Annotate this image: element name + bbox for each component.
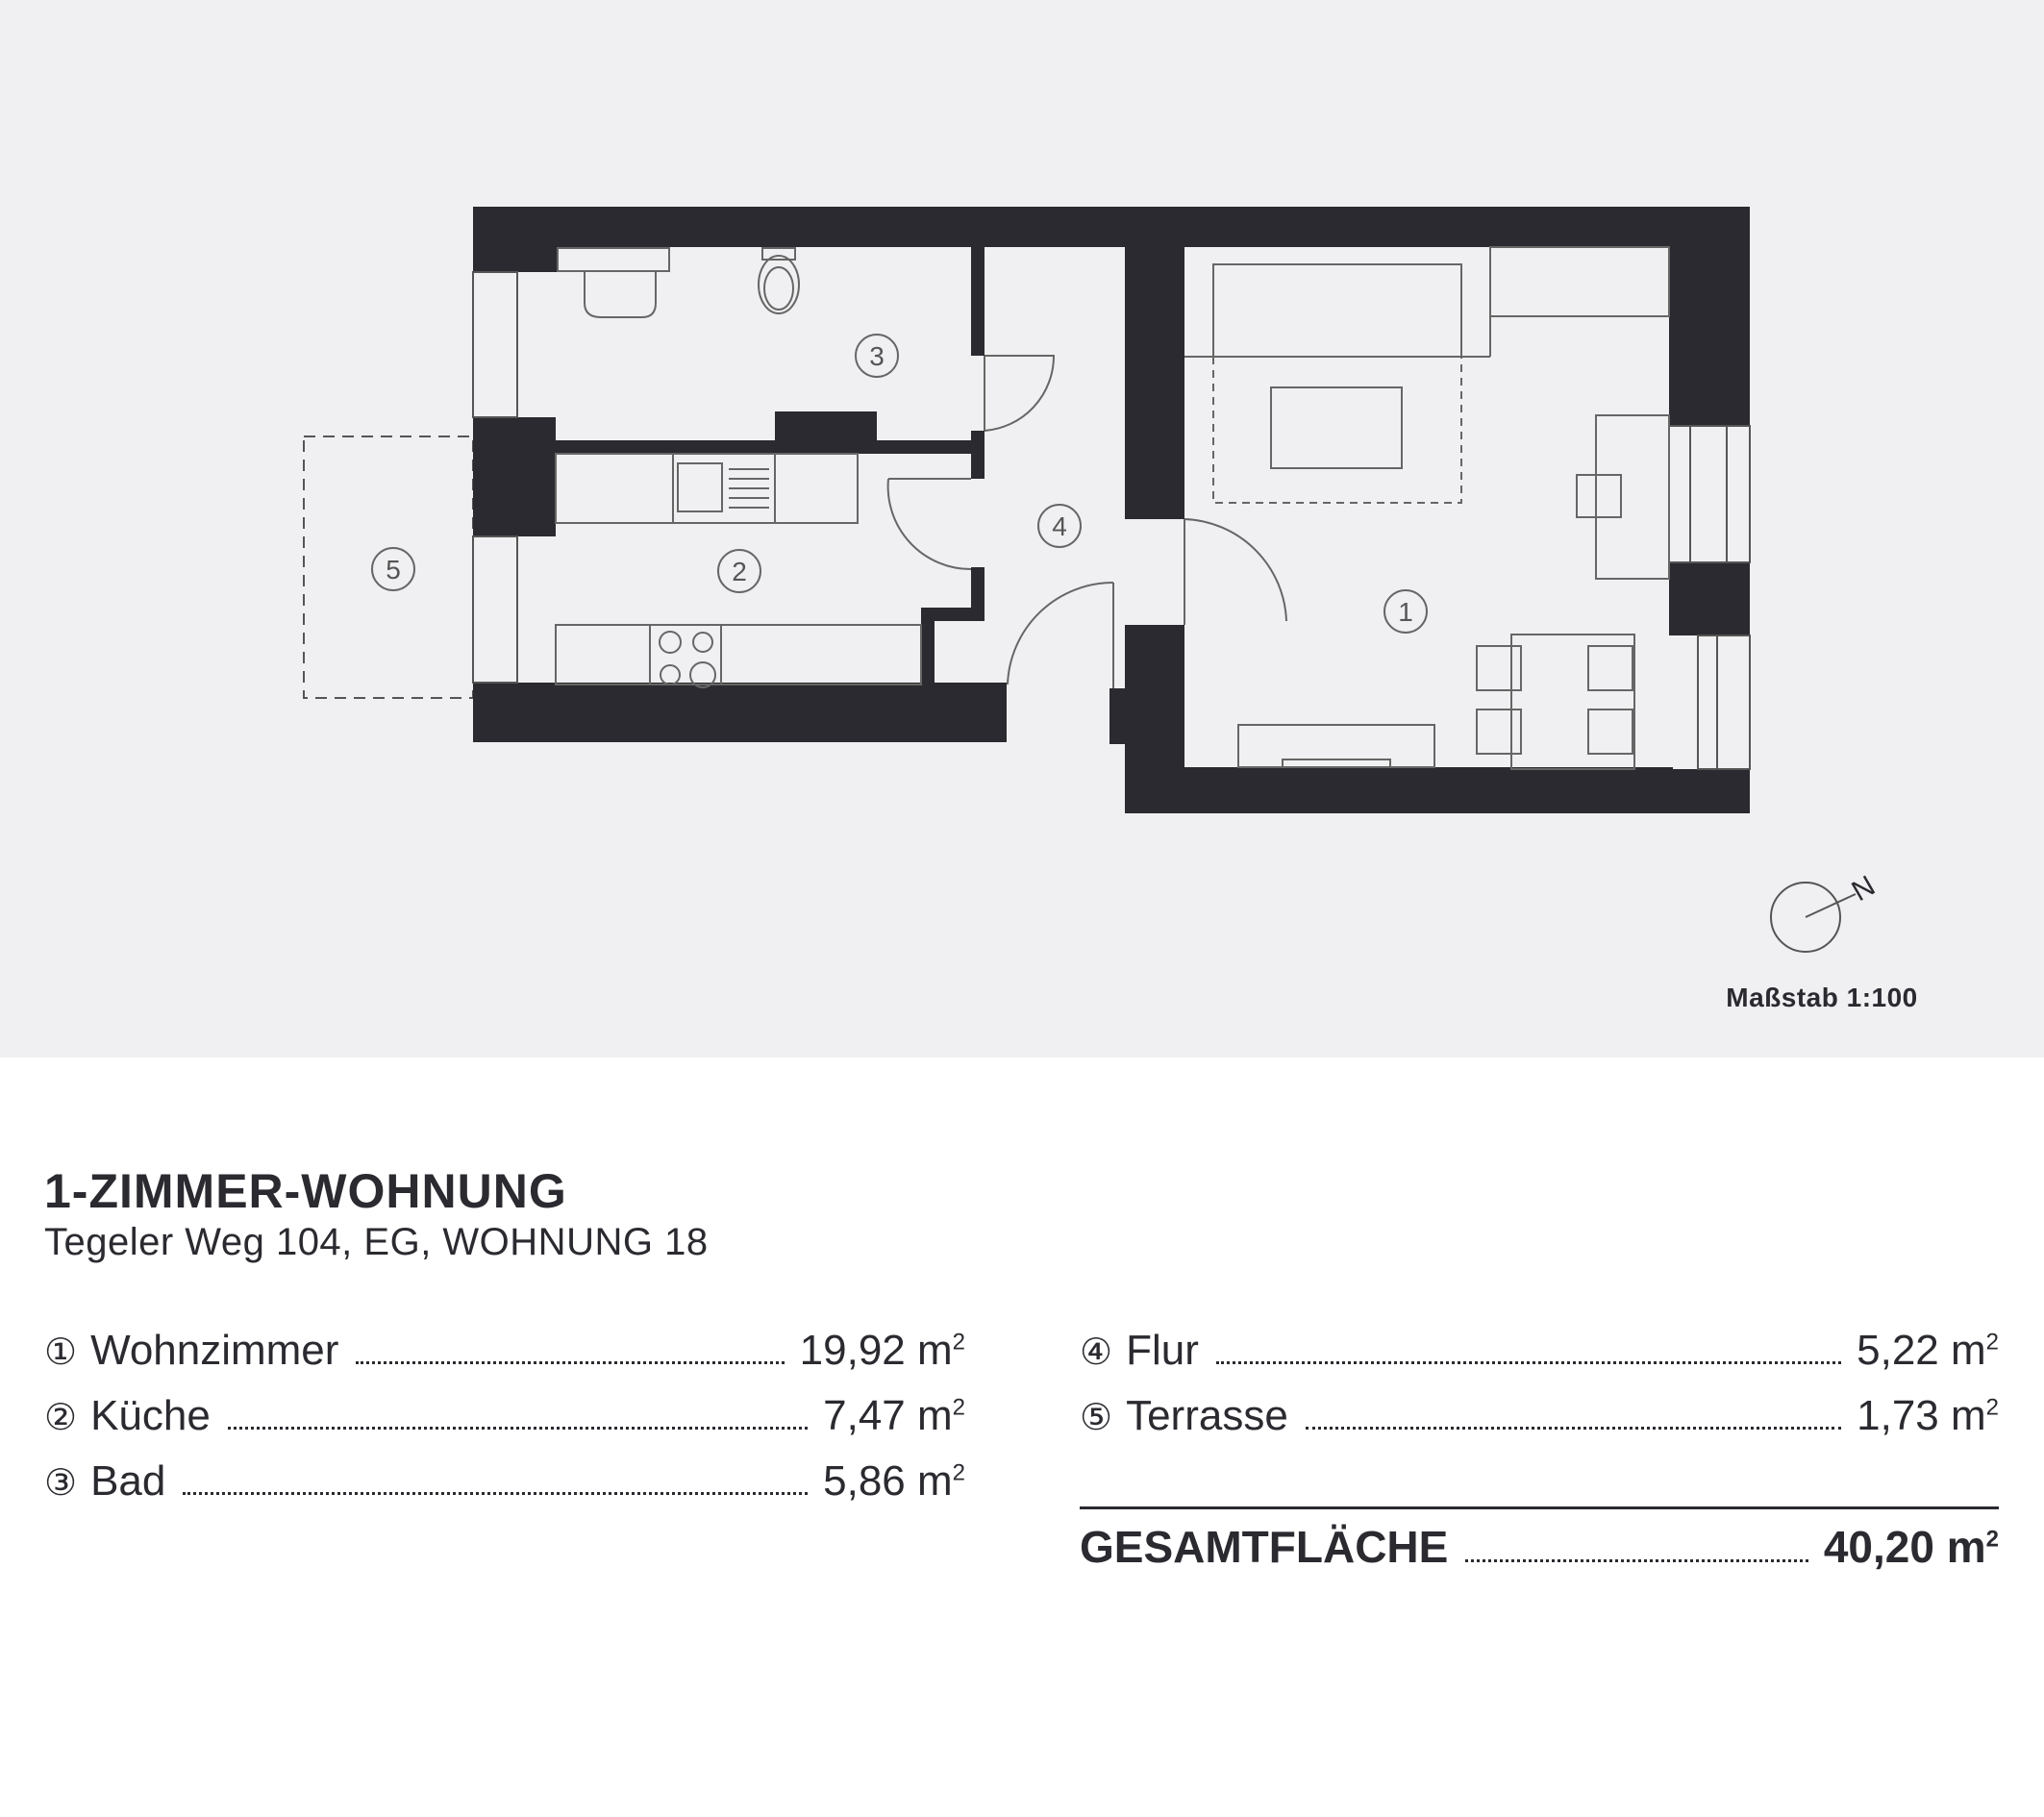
dot-leader [356, 1361, 784, 1364]
total-divider [1080, 1506, 1999, 1509]
room-number: ⑤ [1080, 1398, 1113, 1438]
room-number: ② [44, 1398, 78, 1438]
room-name: Wohnzimmer [90, 1327, 339, 1374]
dot-leader [1216, 1361, 1841, 1364]
apartment-title: 1-ZIMMER-WOHNUNG [44, 1164, 567, 1218]
room-name: Bad [90, 1457, 166, 1505]
room-area: 5,22 $m^2$ [1857, 1327, 1999, 1374]
room-row-bad [44, 1457, 965, 1511]
room-name: Küche [90, 1392, 211, 1439]
room-area: 7,47 $m^2$ [823, 1392, 965, 1439]
room-number: ① [44, 1332, 78, 1373]
room-area: 5,86 $m^2$ [823, 1457, 965, 1505]
dot-leader [183, 1492, 808, 1495]
dot-leader [1465, 1559, 1808, 1562]
marker-5-label: 5 [386, 555, 401, 585]
room-area: 1,73 $m^2$ [1857, 1392, 1999, 1439]
walls [473, 207, 1750, 813]
room-name: Terrasse [1126, 1392, 1288, 1439]
room-row-terrasse [1080, 1392, 1999, 1446]
marker-2-label: 2 [732, 557, 747, 586]
marker-1-label: 1 [1398, 597, 1413, 627]
marker-4-label: 4 [1052, 511, 1067, 541]
dot-leader [228, 1427, 808, 1430]
total-area: 40,20 $m^2$ [1823, 1522, 1999, 1572]
room-area: 19,92 $m^2$ [799, 1327, 965, 1374]
room-name: Flur [1126, 1327, 1199, 1374]
room-row-wohnzimmer [44, 1327, 965, 1381]
room-number: ③ [44, 1463, 78, 1504]
compass-icon [1771, 883, 1856, 952]
total-row [1080, 1521, 1999, 1575]
scale-label: Maßstab 1:100 [1726, 983, 1918, 1012]
room-row-kueche [44, 1392, 965, 1446]
room-row-flur [1080, 1327, 1999, 1381]
dot-leader [1306, 1427, 1841, 1430]
compass-north-label: N [1846, 869, 1881, 908]
apartment-address: Tegeler Weg 104, EG, WOHNUNG 18 [44, 1221, 709, 1263]
room-number: ④ [1080, 1332, 1113, 1373]
total-label: GESAMTFLÄCHE [1080, 1522, 1449, 1572]
marker-3-label: 3 [869, 341, 885, 371]
